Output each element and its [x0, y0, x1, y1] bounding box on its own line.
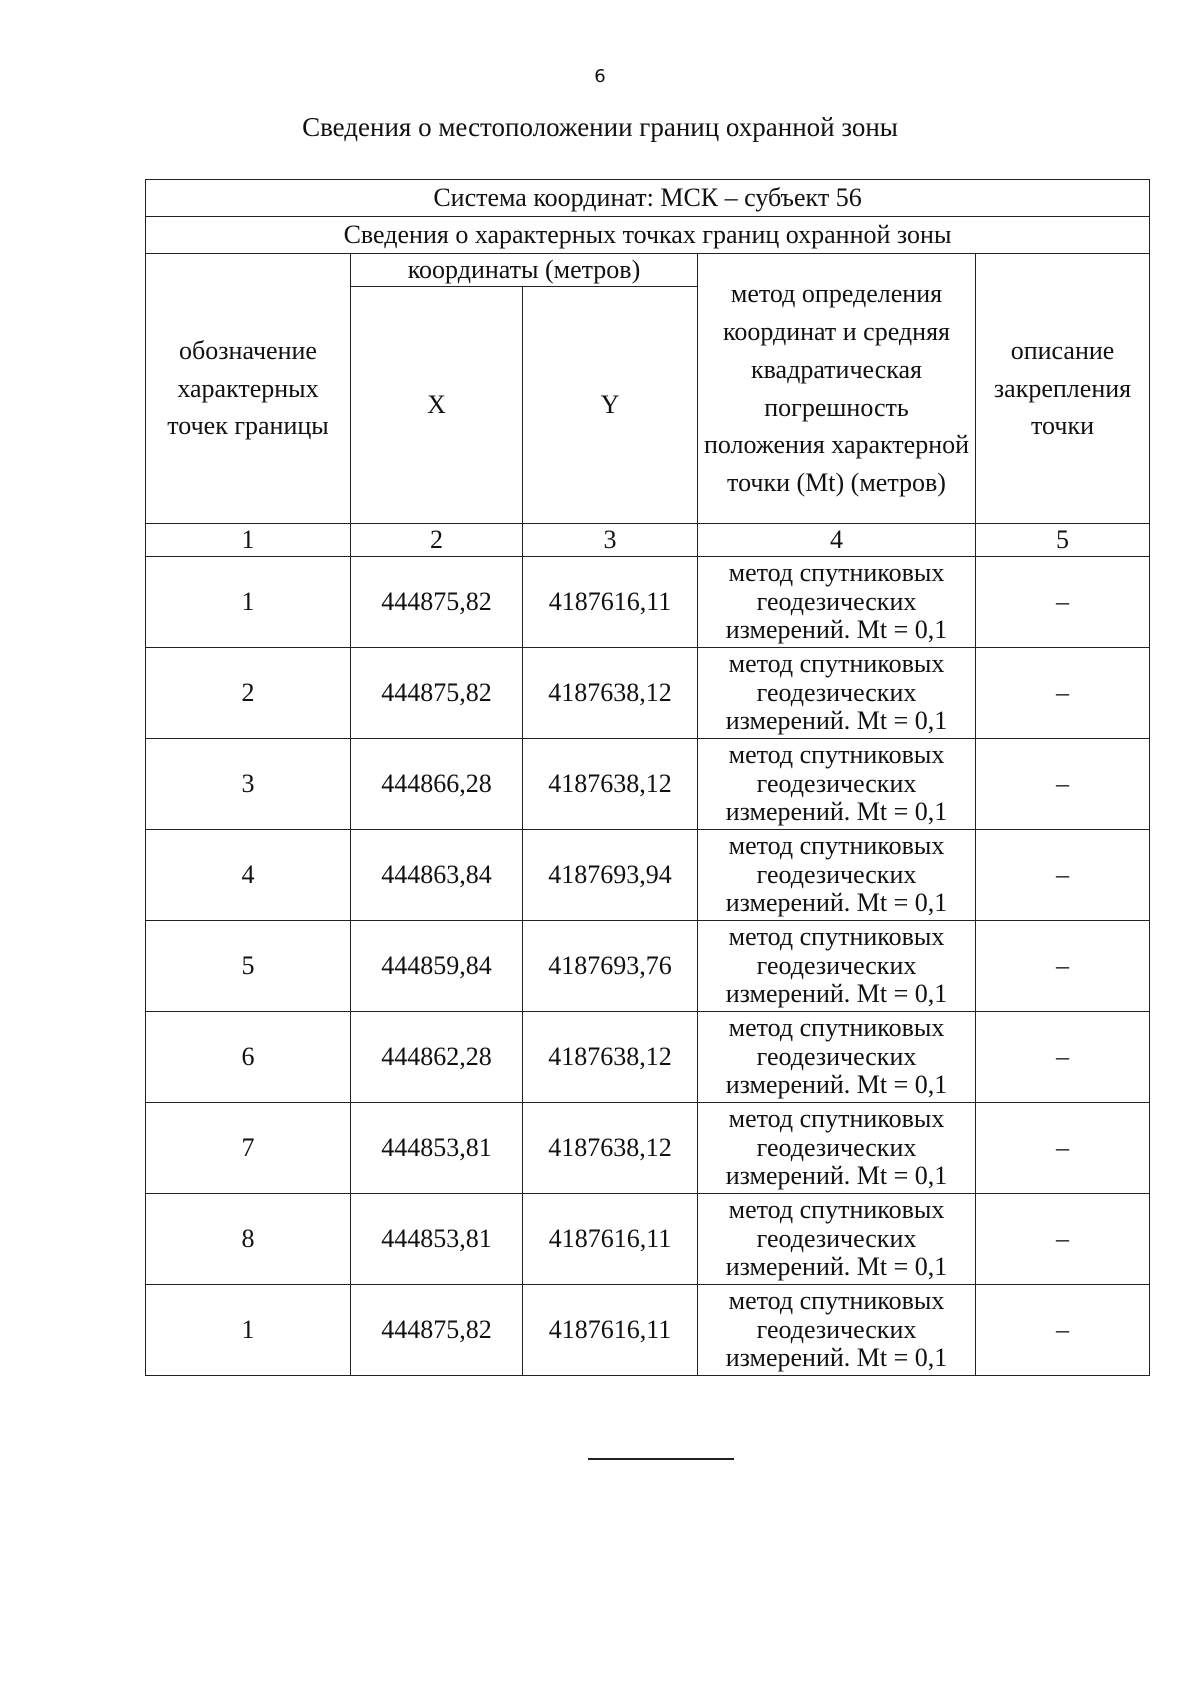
point-number: 1 — [146, 557, 351, 648]
coord-x: 444866,28 — [351, 739, 523, 830]
header-method: метод определения координат и средняя квадратическая погрешность положения характерной точки (Mt) (метров) — [698, 254, 976, 524]
footer-divider — [588, 1458, 734, 1460]
coord-y: 4187638,12 — [523, 648, 698, 739]
table-row — [146, 648, 1150, 739]
coordinates-table — [145, 179, 1150, 1376]
point-number: 4 — [146, 830, 351, 921]
method: метод спутниковых геодезических измерений. Mt = 0,1 — [698, 557, 976, 648]
table-row — [146, 830, 1150, 921]
fixing: – — [976, 921, 1150, 1012]
coord-y: 4187616,11 — [523, 1285, 698, 1376]
column-numbers-row — [146, 524, 1150, 557]
method: метод спутниковых геодезических измерений. Mt = 0,1 — [698, 1012, 976, 1103]
column-number: 4 — [698, 524, 976, 557]
column-number: 1 — [146, 524, 351, 557]
coord-x: 444875,82 — [351, 557, 523, 648]
point-number: 2 — [146, 648, 351, 739]
method: метод спутниковых геодезических измерений. Mt = 0,1 — [698, 921, 976, 1012]
document-title: Сведения о местоположении границ охранной зоны — [302, 112, 898, 142]
method: метод спутниковых геодезических измерений. Mt = 0,1 — [698, 1194, 976, 1285]
coord-y: 4187693,94 — [523, 830, 698, 921]
point-number: 7 — [146, 1103, 351, 1194]
method: метод спутниковых геодезических измерений. Mt = 0,1 — [698, 1103, 976, 1194]
header-point-designation: обозначение характерных точек границы — [146, 254, 351, 524]
method: метод спутниковых геодезических измерений. Mt = 0,1 — [698, 739, 976, 830]
header-coordinates: координаты (метров) — [351, 254, 698, 287]
header-y: Y — [523, 287, 698, 524]
table-row — [146, 1285, 1150, 1376]
coord-y: 4187616,11 — [523, 1194, 698, 1285]
coord-x: 444875,82 — [351, 1285, 523, 1376]
points-info-title: Сведения о характерных точках границ охранной зоны — [146, 217, 1150, 254]
fixing: – — [976, 1194, 1150, 1285]
fixing: – — [976, 739, 1150, 830]
coord-x: 444859,84 — [351, 921, 523, 1012]
table-row — [146, 1012, 1150, 1103]
fixing: – — [976, 1012, 1150, 1103]
coord-y: 4187616,11 — [523, 557, 698, 648]
points-info-row — [146, 217, 1150, 254]
coordinate-system-title: Система координат: МСК – субъект 56 — [146, 180, 1150, 217]
coord-x: 444853,81 — [351, 1103, 523, 1194]
fixing: – — [976, 830, 1150, 921]
coord-y: 4187638,12 — [523, 1103, 698, 1194]
column-number: 5 — [976, 524, 1150, 557]
coord-y: 4187638,12 — [523, 1012, 698, 1103]
point-number: 3 — [146, 739, 351, 830]
fixing: – — [976, 1103, 1150, 1194]
column-number: 3 — [523, 524, 698, 557]
coord-x: 444862,28 — [351, 1012, 523, 1103]
fixing: – — [976, 557, 1150, 648]
table-row — [146, 1194, 1150, 1285]
table-row — [146, 1103, 1150, 1194]
point-number: 5 — [146, 921, 351, 1012]
table-row — [146, 739, 1150, 830]
table-row — [146, 921, 1150, 1012]
fixing: – — [976, 1285, 1150, 1376]
coord-x: 444853,81 — [351, 1194, 523, 1285]
column-number: 2 — [351, 524, 523, 557]
point-number: 1 — [146, 1285, 351, 1376]
coord-x: 444875,82 — [351, 648, 523, 739]
coordinate-system-row — [146, 180, 1150, 217]
table-row — [146, 557, 1150, 648]
header-x: X — [351, 287, 523, 524]
point-number: 8 — [146, 1194, 351, 1285]
page-number: 6 — [594, 66, 606, 87]
method: метод спутниковых геодезических измерений. Mt = 0,1 — [698, 648, 976, 739]
coord-y: 4187693,76 — [523, 921, 698, 1012]
fixing: – — [976, 648, 1150, 739]
method: метод спутниковых геодезических измерений. Mt = 0,1 — [698, 1285, 976, 1376]
method: метод спутниковых геодезических измерений. Mt = 0,1 — [698, 830, 976, 921]
header-fixing-description: описание закрепления точки — [976, 254, 1150, 524]
header-row — [146, 254, 1150, 287]
coord-x: 444863,84 — [351, 830, 523, 921]
point-number: 6 — [146, 1012, 351, 1103]
coord-y: 4187638,12 — [523, 739, 698, 830]
